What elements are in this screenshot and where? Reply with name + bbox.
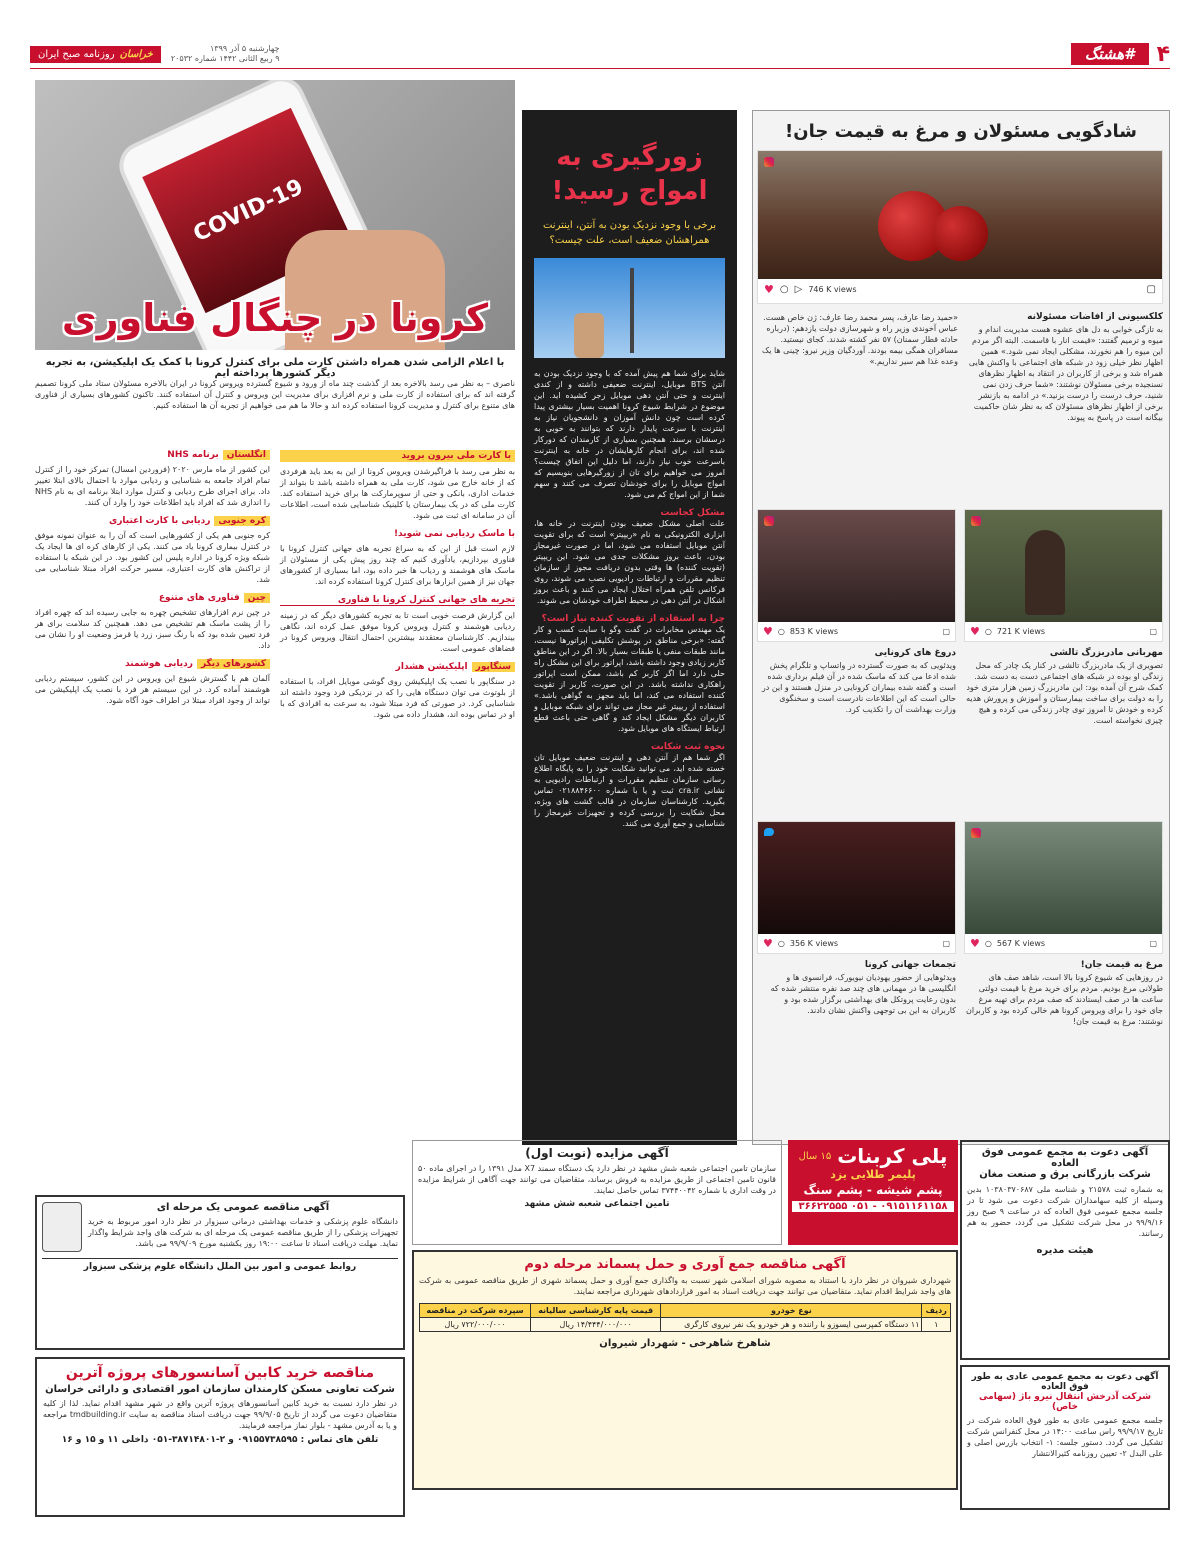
ad4-table	[419, 1303, 951, 1332]
post5-caption-title: تجمعات جهانی کرونا	[864, 960, 956, 970]
center-sub2: چرا به استفاده از تقویت کننده نیاز است؟	[541, 614, 725, 624]
table-row	[420, 1318, 951, 1332]
views-count: 567 K views	[996, 939, 1046, 948]
ad3-body: سازمان تامین اجتماعی شعبه شش مشهد در نظر دارد یک دستگاه سمند X7 مدل ۱۳۹۱ را در اجرای ماده ۵۰ قانون تامین اجتماعی از طریق مزایده به فروش برساند، متقاضیان می توانند جهت آگاهی از شرایط مزایده در وقت اداری با شماره ۳۷۴۴۰۰۴۲ تماس حاصل نمایند.	[418, 1164, 776, 1195]
twitter-icon	[764, 828, 774, 836]
body-d: در سنگاپور با نصب یک اپلیکیشن روی گوشی موبایل افراد، با استفاده از بلوتوث می توان دستگاه هایی را که در نزدیکی فرد وجود داشته اند شناسایی کرد. در صورتی که فرد مبتلا شود، به سرعت به افرادی که با او در تماس بوده اند، هشدار داده می شود.	[280, 677, 515, 719]
ad3-sign: تامین اجتماعی شعبه شش مشهد	[524, 1199, 670, 1209]
bookmark-icon[interactable]: ▢	[942, 627, 950, 636]
body-h: آلمان هم با گسترش شیوع این ویروس در این کشور، سیستم ردیابی هوشمند آماده کرد. در این سیستم هر فرد با نصب یک اپلیکیشن می تواند از وجود افراد مبتلا در اطراف خود آگاه شود.	[35, 674, 270, 705]
ad6-title: آگهی مناقصه عمومی یک مرحله ای	[156, 1202, 330, 1213]
ad1-title: آگهی دعوت به مجمع عمومی فوق العاده	[981, 1147, 1149, 1169]
center-body1: علت اصلی مشکل ضعیف بودن اینترنت در خانه ها، ابزاری الکترونیکی به نام «ریپیتر» است که برای تقویت آنتن موبایل استفاده می شود، اما در صورت غیرمجاز بودن، باعث بروز مشکلات جدی می شود. این ریپیتر (تقویت کننده) ها وقتی بدون دریافت مجوز از سازمان تنظیم مقررات و ارتباطات رادیویی نصب می شوند، روی فرکانس تلفن همراه اختلال ایجاد می کنند و باعث بروز اشکال در آنتن دهی در محیط اطراف خودشان می شوند.	[534, 519, 725, 605]
post-card-1	[757, 150, 1163, 304]
ad6-body: دانشگاه علوم پزشکی و خدمات بهداشتی درمانی سبزوار در نظر دارد امور مربوط به خرید تجهیزات پزشکی را از طریق مناقصه عمومی یک مرحله ای به شرکت های واجد شرایط واگذار نماید. مهلت دریافت اسناد تا ساعت ۱۹:۰۰ روز یکشنبه مورخ ۹۹/۹/۰۹ می باشد.	[88, 1217, 398, 1248]
like-icon[interactable]: ♥	[970, 937, 980, 950]
instagram-icon	[764, 157, 774, 167]
views-count: 746 K views	[808, 285, 857, 294]
post2-caption: تصویری از یک مادربزرگ تالشی در کنار یک چادر که محل زندگی او بوده در شبکه های اجتماعی دست به دست شد. کمک شرح آن آمده بود: این مادربزرگ زمین هزار متری خود را به دولت برای ساخت بیمارستان و آموزش و پرورش هدیه کرده و خودش تا امروز توی چادر زندگی می کرده و هیچ چیزی نخواسته است.	[966, 661, 1163, 725]
ad-notice-1	[960, 1140, 1170, 1360]
pomegranate-photo	[758, 151, 1162, 279]
center-sub1: مشکل کجاست	[660, 508, 725, 518]
comment-icon[interactable]: ○	[984, 939, 992, 948]
table-header: قیمت پایه کارشناسی سالیانه	[531, 1304, 661, 1318]
sub-heading-g: فناوری های متنوع	[158, 593, 240, 603]
like-icon[interactable]: ♥	[763, 937, 773, 950]
like-icon[interactable]: ♥	[763, 625, 773, 638]
ad7-phone: تلفن های تماس : ۰۹۱۵۵۷۳۸۵۹۵ و ۲-۳۸۷۱۴۸۰۱-۰۵۱ داخلی ۱۱ و ۱۵ و ۱۶	[61, 1435, 379, 1445]
table-header: ردیف	[922, 1304, 951, 1318]
grandmother-photo	[965, 510, 1162, 622]
post1-caption: به تازگی خوابی به دل های عشوه هست مدیریت اندام و میوه و ترمیم گفتند: «قیمت انار با قاسمت. البته اگر مردم این میوه را هم نخورند، مشکلی ایجاد نمی شود.» همین اظهار نظر خیلی زود در شبکه های اجتماعی با واکنش هایی همراه شد و برخی از کاربران در انتقاد به اظهار نظرهای نسنجیده برخی مسئولان نوشتند: «شما حرف زدن نمی شنید، حرف درست را درست بزنید.» در ادامه به بازنشر برخی از اظهار نظرهای مسئولان که به نظر شان حاکمیت بیگانه است در پاسخ به پیوند.	[968, 325, 1163, 422]
date-line: چهارشنبه ۵ آذر ۱۳۹۹	[209, 44, 280, 53]
body-a: به نظر می رسد با فراگیرشدن ویروس کرونا از این به بعد باید هرفردی که از خانه خارج می شود، کارت ملی به همراه داشته باشد تا بتواند از خدمات اداری، بانکی و حتی از سوپرمارکت ها برای خرید استفاده کند. کارت ملی که در یک بیمارستان یا کلینیک شناسایی شده است، اطلاعات آن در سامانه ای ثبت می شود.	[280, 467, 515, 520]
instagram-icon	[971, 828, 981, 838]
left-lead: با اعلام الزامی شدن همراه داشتن کارت ملی برای کنترل کرونا با کمک یک اپلیکیشن، به تجربه دیگر کشورها پرداخته ایم	[45, 357, 505, 379]
center-body: شاید برای شما هم پیش آمده که با وجود نزدیک بودن به آنتن BTS موبایل، اینترنت ضعیفی داشته و از کندی اینترنت و حتی آنتن دهی موبایل زجر کشیده اید. این موضوع در شرایط شیوع کرونا اهمیت بسیار بیشتری پیدا کرده است چون دانش آموزان و دانشجویان نیاز به اینترنت با سرعت پایدار دارند که بتوانند به خوبی به درسشان برسند. همچنین بسیاری از کارمندان که دورکار شده اند، برای انجام کارهایشان در خانه به اینترنت باسرعت خوب نیاز دارند، اما دلیل این اتفاق چیست؟ امروز می خواهیم برای تان از زورگیرهایی بنویسیم که امواج موبایل را برای خودشان تصرف می کنند و سهم شما از این امواج کم می شود.	[534, 369, 725, 499]
crowd-photo	[758, 822, 955, 934]
views-count: 853 K views	[789, 627, 839, 636]
sub-heading-e: برنامه NHS	[167, 450, 219, 460]
post-meta	[758, 279, 1162, 300]
bookmark-icon[interactable]: ▢	[1149, 939, 1157, 948]
chicken-queue-photo	[965, 822, 1162, 934]
instagram-icon	[764, 516, 774, 526]
comment-icon[interactable]: ○	[777, 627, 785, 636]
center-article	[522, 110, 737, 1145]
brand-tagline: روزنامه صبح ایران	[38, 48, 115, 60]
body-e: این کشور از ماه مارس ۲۰۲۰ (فروردین امسال) تمرکز خود را از کنترل تمام افراد جامعه به شناسایی و ردیابی موارد با احتمال بالای ابتلا تغییر داد. برای اجرای طرح ردیابی و کنترل موارد ابتلا برنامه ای به نام NHS را اندازی شد که افراد باید اطلاعات خود را وارد آن کنند.	[35, 465, 270, 507]
page-header	[30, 40, 1170, 68]
post5-caption: ویدئوهایی از حضور یهودیان نیویورک، فرانسوی ها و انگلیسی ها در مهمانی های چند صد نفره منتشر شده که بدون رعایت پروتکل های بهداشتی برگزار شده بود و کاربران به این بی توجهی واکنش نشان دادند.	[770, 973, 956, 1015]
left-headline: کرونا در چنگال فناوری	[61, 296, 489, 340]
covid-hero	[35, 80, 515, 350]
post-card-4	[964, 821, 1163, 954]
post-card-3	[757, 509, 956, 642]
body-g: در چین نرم افزارهای تشخیص چهره به جایی رسیده اند که چهره افراد را از پشت ماسک هم تشخیص می دهد. همچنین کد سلامت برای هر فرد تعیین شده بود که با رنگ سبز، زرد یا قرمز وضعیت او را نشان می داد.	[35, 608, 270, 650]
ad7-body: در نظر دارد نسبت به خرید کابین آسانسورهای پروژه آترین واقع در شهر مشهد اقدام نماید. لذا از کلیه متقاضیان دعوت می گردد از تاریخ ۹۹/۹/۰۵ جهت دریافت اسناد مناقصه به سایت tmdbuilding.ir مراجعه و یا به آدرس مشهد - بلوار نماز مراجعه فرمایند.	[43, 1399, 398, 1430]
ad-notice-5	[960, 1365, 1170, 1510]
page-number: ۴	[1156, 41, 1170, 67]
ad3-title: آگهی مزایده (نوبت اول)	[525, 1146, 669, 1160]
sub-heading-h: ردیابی هوشمند	[125, 659, 193, 669]
ad4-title: آگهی مناقصه جمع آوری و حمل پسماند مرحله دوم	[524, 1257, 846, 1272]
ad5-body: جلسه مجمع عمومی عادی به طور فوق العاده شرکت در تاریخ ۹۹/۹/۱۷ راس ساعت ۱۴:۰۰ در محل کنفرانس شرکت تشکیل می گردد. دستور جلسه: ۱- انتخاب بازرس اصلی و علی البدل ۲- تعیین روزنامه کثیرالانتشار	[967, 1416, 1164, 1458]
post1-caption-2: «حمید رضا عارف، پسر محمد رضا عارف: ژن خاص هست. عباس آخوندی وزیر راه و شهرسازی دولت یازدهم: (درباره حادثه قطار سمنان) ۵۷ نفر کشته شدند. کجای نیستید. مسافران همگی بیمه بودند. آوردگیان وزیر نیرو: چینی ها یک وعده غذا هم سیر نداریم.»	[762, 313, 958, 366]
ad1-company: شرکت بازرگانی برق و صنعت مغان	[979, 1169, 1151, 1180]
center-body3: اگر شما هم از آنتن دهی و اینترنت ضعیف موبایل تان خسته شده اید، می توانید شکایت خود را به پایگاه اطلاع رسانی سازمان تنظیم مقررات و ارتباطات رادیویی به نشانی cra.ir ثبت و یا با شماره ۰۲۱۸۸۴۶۶۰۰ تماس بگیرید. کارشناسان سازمان در قالب گشت های ویژه، محل شکایت را بررسی کرده و تجهیزات غیرمجاز را شناسایی و جمع آوری می کنند.	[534, 753, 725, 828]
hospital-video-photo	[758, 510, 955, 622]
comment-icon[interactable]: ○	[984, 627, 992, 636]
table-cell: ۱	[922, 1318, 951, 1332]
center-headline: زورگیری به امواج رسید!	[551, 142, 708, 206]
ad1-body: به شماره ثبت ۲۱۵۷۸ و شناسه ملی ۱۰۳۸۰۳۷۰۶۸۷ بدین وسیله از کلیه سهامداران شرکت دعوت می شود تا در جلسه مجمع عمومی فوق العاده که در ساعت ۹ صبح روز ۹۹/۹/۱۶ در محل شرکت تشکیل می گردد، حضور به هم رسانند.	[967, 1185, 1164, 1238]
ad7-title: مناقصه خرید کابین آسانسورهای پروژه آترین	[65, 1365, 375, 1381]
views-count: 721 K views	[996, 627, 1046, 636]
body-c: این گزارش فرصت خوبی است تا به تجربه کشورهای دیگر که در زمینه ردیابی هوشمند و کنترل ویروس کرونا موفق عمل کرده اند، نگاهی بیندازیم. کارشناسان معتقدند بیشترین احتمال انتقال ویروس کرونا در فضاهای عمومی است.	[280, 611, 515, 653]
post-card-2	[964, 509, 1163, 642]
ad2-sub: پلیمر طلایی یزد	[830, 1168, 916, 1181]
like-icon[interactable]: ♥	[970, 625, 980, 638]
ad6-sign: روابط عمومی و امور بین الملل دانشگاه علوم پزشکی سبزوار	[42, 1258, 398, 1272]
masthead	[30, 44, 279, 64]
sub-heading-b: با ماسک ردیابی نمی شوید!	[393, 529, 515, 539]
body-b: لازم است قبل از این که به سراغ تجربه های جهانی کنترل کرونا با فناوری بپردازیم، یادآوری کنیم که چند روز پیش یکی از مسئولان از ماسک های هوشمند و ردیاب ها خبر داده بود، اما بسیاری از کشورهای جهان نیز از همین ابزارها برای کنترل کرونا استفاده کرده اند.	[280, 544, 515, 586]
bookmark-icon[interactable]: ▢	[942, 939, 950, 948]
section-block	[1071, 42, 1170, 67]
table-header-row	[420, 1304, 951, 1318]
country-tag-others: کشورهای دیگر	[197, 659, 270, 669]
table-header: سپرده شرکت در مناقصه	[420, 1304, 531, 1318]
post3-caption-title: دروغ های کرونایی	[874, 648, 956, 658]
section-title: #هشتگ	[1071, 43, 1149, 65]
antenna-photo	[534, 258, 725, 358]
bookmark-icon[interactable]: ▢	[1149, 627, 1157, 636]
table-header: نوع خودرو	[661, 1304, 922, 1318]
center-body2: یک مهندس مخابرات در گفت وگو با سایت کسب و کار گفته: «برخی مناطق در پوشش تکلیفی اپراتورها نیست، مانند طبقات منفی یا طبقات بسیار بالا. اگر در این مناطق کاربر زیادی وجود داشته باشد، اپراتور برای این مشکل راه حلی دارد اما اگر کاربر کم باشد، ممکن است اپراتور راهکاری نداشته باشد. در این صورت، کاربر از تقویت کننده استفاده می کند، اما باید مجهز به گواهی باشد.» استفاده از ریپیتر غیر مجاز می تواند برای شبکه موبایل و کاربران دیگر مشکل ایجاد کند و گاهی حتی باعث قطع ارتباط ایستگاه های موبایل شود.	[534, 625, 725, 733]
issue-line: ۹ ربیع الثانی ۱۴۴۲ شماره ۲۰۵۳۲	[170, 54, 280, 63]
share-icon[interactable]: ▷	[794, 284, 803, 295]
header-rule	[30, 68, 1170, 69]
ad5-company: شرکت آذرخش انتقال نیرو باژ (سهامی خاص)	[979, 1392, 1151, 1412]
country-tag-uk: انگلستان	[223, 450, 270, 460]
covid-label: COVID-19	[189, 174, 307, 247]
views-count: 356 K views	[789, 939, 839, 948]
country-tag-korea: کره جنوبی	[214, 516, 270, 526]
table-cell: ۱۴/۴۴۴/۰۰۰/۰۰۰ ریال	[531, 1318, 661, 1332]
ad4-sign: شاهرخ شاهرخی - شهردار شیروان	[599, 1338, 771, 1349]
ad-polycarbonate	[788, 1140, 958, 1245]
center-sub3: نحوه ثبت شکایت	[650, 742, 725, 752]
ad5-title: آگهی دعوت به مجمع عمومی عادی به طور فوق العاده	[971, 1372, 1159, 1392]
ad2-phone: ۰۹۱۵۱۱۶۱۱۵۸ - ۰۵۱ ۳۶۶۲۲۵۵۵	[792, 1201, 954, 1212]
ad2-title: پلی کربنات	[837, 1144, 948, 1168]
comment-icon[interactable]: ○	[779, 284, 789, 295]
post1-caption-title: کلکسیونی از افاضات مسئولانه	[1027, 312, 1163, 322]
brand-box	[30, 46, 161, 63]
ad-elevator-tender	[35, 1357, 405, 1517]
left-intro: ناصری – به نظر می رسد بالاخره بعد از گذشت چند ماه از ورود و شیوع گسترده ویروس کرونا در ایران بالاخره مسئولان ستاد ملی کرونا تصمیم گرفته اند که برای استفاده از کارت ملی و نرم افزاری برای مدیریت این ویروس و کنترل آن استفاده کنند. تاکنون کشورهای بسیاری از فناوری های متنوع برای کنترل و مدیریت کرونا استفاده کرده اند و حالا ما هم می خواهیم از تجربه آن ها استفاده کنیم.	[35, 379, 515, 410]
brand-name: خراسان	[119, 48, 153, 60]
instagram-icon	[971, 516, 981, 526]
left-article-columns	[35, 450, 515, 1140]
ad7-company: شرکت تعاونی مسکن کارمندان سازمان امور اقتصادی و دارائی خراسان	[45, 1384, 395, 1395]
ad4-body: شهرداری شیروان در نظر دارد با استناد به مصوبه شورای اسلامی شهر نسبت به واگذاری جمع آوری و حمل پسماند شهری از طریق مناقصه عمومی به شرکت های واجد شرایط اقدام نماید. متقاضیان می توانند جهت دریافت اسناد به امور قراردادهای شهرداری مراجعه نمایند.	[419, 1276, 951, 1296]
sub-heading-d: اپلیکیشن هشدار	[395, 662, 468, 672]
post-card-5	[757, 821, 956, 954]
post3-caption: ویدئویی که به صورت گسترده در واتساپ و تلگرام پخش شده ادعا می کند که ماسک شده در آن فیلم برداری شده است و گفته شده بیماران کرونایی در منزل هستند و این در حالی است که این اطلاعات نادرست است و سخنگوی وزارت بهداشت آن را تکذیب کرد.	[761, 661, 956, 714]
post4-caption-title: مرغ به قیمت جان!	[1080, 960, 1163, 970]
sub-heading-a: با کارت ملی بیرون بروید	[280, 450, 515, 462]
post2-caption-title: مهربانی مادربزرگ تالشی	[1049, 648, 1163, 658]
ad2-line: پشم شیشه - پشم سنگ	[803, 1183, 943, 1197]
university-logo	[42, 1202, 82, 1252]
ad-university-tender	[35, 1195, 405, 1350]
sub-heading-f: ردیابی با کارت اعتباری	[108, 516, 211, 526]
ad1-sign: هیئت مدیره	[1036, 1245, 1094, 1256]
country-tag-singapore: سنگاپور	[472, 662, 515, 672]
hashtag-column	[752, 110, 1170, 1145]
ad-auction	[412, 1140, 782, 1245]
sub-heading-c: تجربه های جهانی کنترل کرونا با فناوری	[280, 595, 515, 606]
comment-icon[interactable]: ○	[777, 939, 785, 948]
body-f: کره جنوبی هم یکی از کشورهایی است که آن را به عنوان نمونه موفق در کنترل بیماری کرونا یاد می کنند. یکی از کارهای کره ای ها ایجاد یک شبکه ویژه کرونا در اداره پلیس این کشور بود. در این شبکه با استفاده از تراکنش های کارت اعتباری، مسیر حرکت افراد مبتلا شناسایی می شد.	[35, 531, 270, 584]
pomegranate-shape-2	[933, 206, 988, 261]
table-cell: ۱۱ دستگاه کمپرسی ایسوزو با راننده و هر خودرو یک نفر نیروی کارگری	[661, 1318, 922, 1332]
table-cell: ۷۲۲/۰۰۰/۰۰۰ ریال	[420, 1318, 531, 1332]
center-lead: برخی با وجود نزدیک بودن به آنتن، اینترنت همراهشان ضعیف است، علت چیست؟	[542, 220, 717, 246]
country-tag-china: چین	[244, 593, 270, 603]
hashtag-title: شادگویی مسئولان و مرغ به قیمت جان!	[785, 121, 1137, 142]
ad-waste-tender	[412, 1250, 958, 1490]
like-icon[interactable]: ♥	[764, 283, 774, 296]
bookmark-icon[interactable]: ▢	[1146, 284, 1156, 295]
ad2-badge: ۱۵ سال	[798, 1150, 832, 1162]
post4-caption: در روزهایی که شیوع کرونا بالا است، شاهد صف های طولانی مرغ بودیم. مردم برای خرید مرغ با قیمت دولتی ساعت ها در صف ایستادند که صف مردم برای تهیه مرغ جای خود را برای ویروس کرونا هم خالی کرده بود و کاربران نوشتند: مرغ به قیمت جان!	[966, 973, 1163, 1026]
